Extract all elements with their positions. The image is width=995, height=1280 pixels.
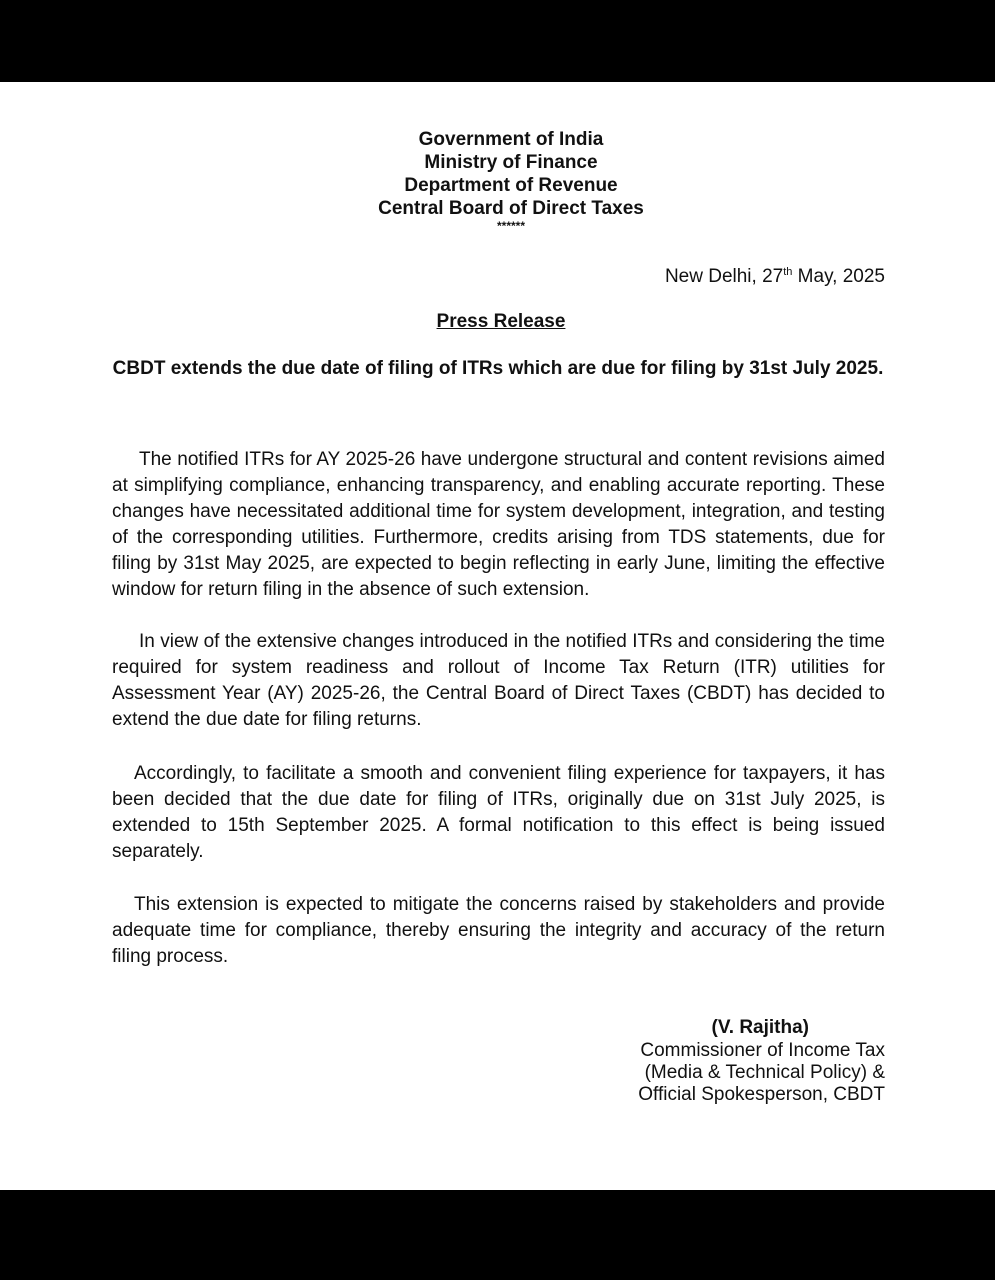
signature-block	[638, 1017, 885, 1106]
header-ministry: Ministry of Finance	[424, 152, 598, 173]
release-date	[665, 265, 885, 288]
body-paragraph-4: This extension is expected to mitigate the concerns raised by stakeholders and provide adequate time for compliance, thereby ensuring the integrity and accuracy of the return filing process.	[112, 894, 885, 967]
header-department: Department of Revenue	[404, 175, 618, 196]
signatory-title: Official Spokesperson, CBDT	[638, 1084, 885, 1105]
page-title: Press Release	[436, 311, 566, 332]
header-government: Government of India	[418, 129, 604, 150]
body-paragraph-2: In view of the extensive changes introduced in the notified ITRs and considering the time required for system readiness and rollout of Income Tax Return (ITR) utilities for Assessment Year (AY) 2025-26, the Central Board of Direct Taxes (CBDT) has decided to extend the due date for filing returns.	[112, 631, 885, 730]
body-paragraph-3: Accordingly, to facilitate a smooth and convenient filing experience for taxpayers, it has been decided that the due date for filing of ITRs, originally due on 31st July 2025, is extended to 15th September 2025. A formal notification to this effect is being issued separately.	[112, 763, 885, 862]
issuing-authority-header	[0, 128, 995, 232]
release-subject: CBDT extends the due date of filing of ITRs which are due for filing by 31st July 2025.	[112, 358, 884, 379]
header-board: Central Board of Direct Taxes	[378, 198, 644, 219]
header-separator: ******	[496, 219, 526, 233]
signatory-role: (Media & Technical Policy) &	[644, 1062, 885, 1083]
date-superscript: th	[783, 266, 793, 278]
date-suffix: May, 2025	[792, 266, 885, 287]
date-prefix: New Delhi, 27	[664, 266, 784, 287]
signatory-designation: Commissioner of Income Tax	[640, 1040, 885, 1061]
body-paragraph-1: The notified ITRs for AY 2025-26 have undergone structural and content revisions aimed at simplifying compliance, enhancing transparency, and enabling accurate reporting. These changes have necessitated additional time for system development, integration, and testing of the corresponding utilities. Furthermore, credits arising from TDS statements, due for filing by 31st May 2025, are expected to begin reflecting in early June, limiting the effective window for return filing in the absence of such extension.	[112, 449, 885, 600]
press-release-page	[0, 82, 995, 1190]
signatory-name: (V. Rajitha)	[711, 1017, 809, 1038]
